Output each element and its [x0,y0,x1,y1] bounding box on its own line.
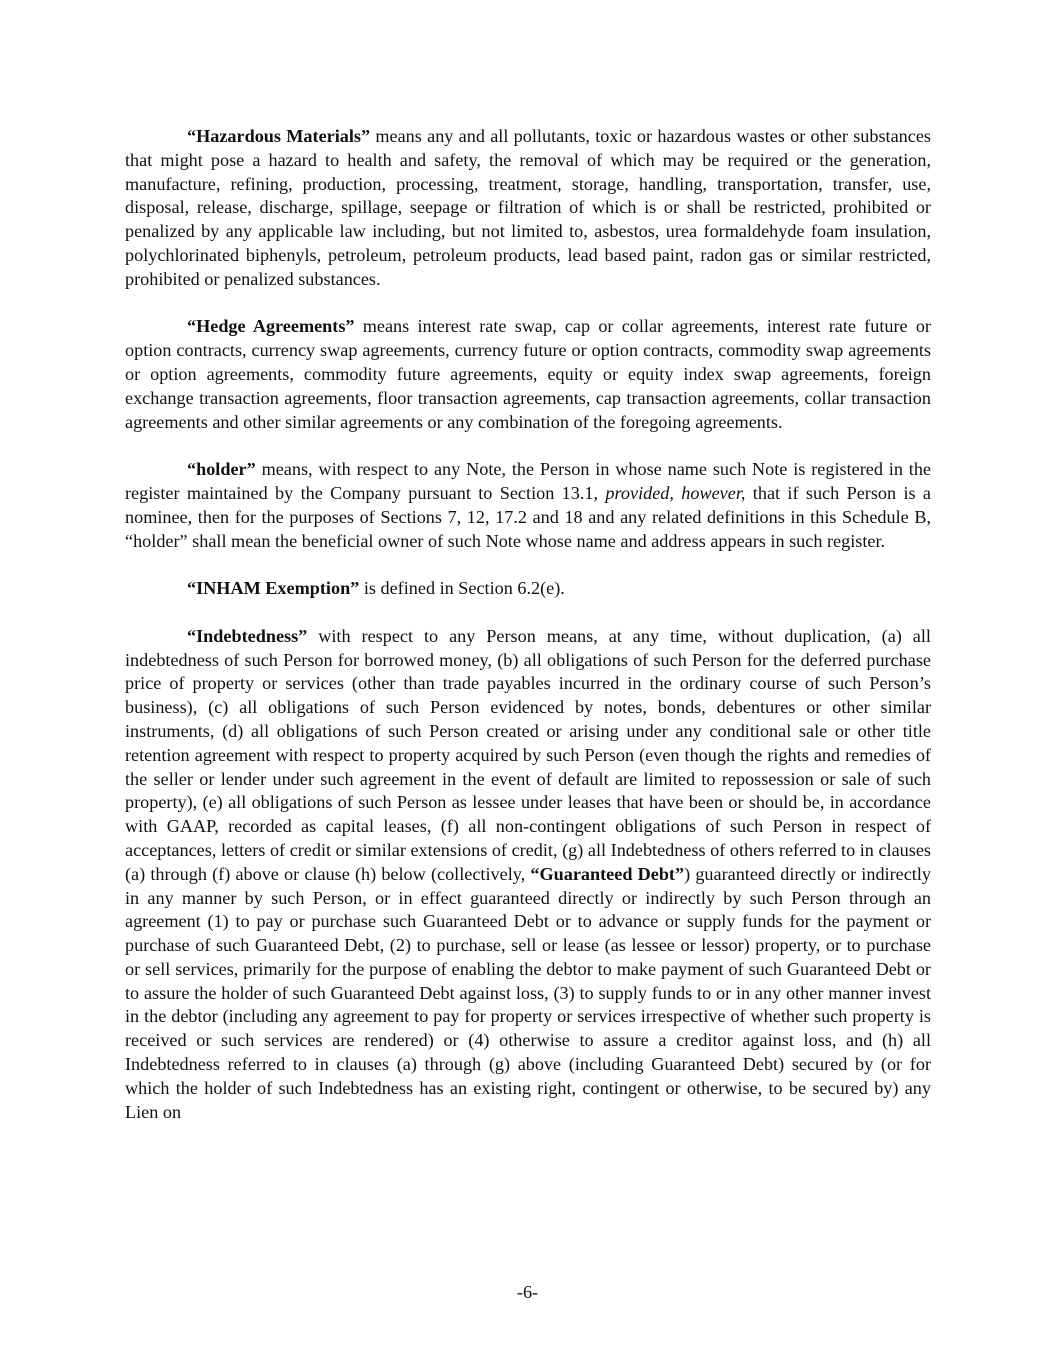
defined-term: “Hazardous Materials” [187,126,371,146]
definition-text: means, with respect to any Note, the Person in whose name such Note is registered in the register maintained by the Company pursuant to Section 13.1, [125,459,931,503]
definition-text-continued: that if such Person is a nominee, then for the purposes of Sections 7, 12, 17.2 and 18 and any related definitions in this Schedule B, “holder” shall mean the beneficial owner of such Note whose name and address appears in such register. [125,482,932,551]
page-number: -6- [516,1282,539,1302]
defined-term: “holder” [187,459,256,480]
defined-term: “INHAM Exemption” [187,578,360,599]
definition-holder [125,458,931,553]
definition-text: is defined in Section 6.2(e). [359,578,565,599]
definition-indebtedness [125,625,931,1125]
defined-term: “Hedge Agreements” [187,316,355,337]
document-page [125,125,931,1148]
definition-hazardous-materials [125,125,931,292]
defined-term: “Indebtedness” [187,625,308,646]
definition-hedge-agreements [125,315,931,434]
proviso-text: provided, however, [605,482,746,503]
definition-text: means any and all pollutants, toxic or hazardous wastes or other substances that might pose a hazard to health and safety, the removal of which may be required or the generation, manufacture, refining, production, processing, treatment, storage, handling, transportation, transfer, use, disposal, release, discharge, spillage, seepage or filtration of which is or shall be restricted, prohibited or penalized by any applicable law including, but not limited to, asbestos, urea formaldehyde foam insulation, polychlorinated biphenyls, petroleum, petroleum products, lead based paint, radon gas or similar restricted, prohibited or penalized substances. [125,126,931,289]
definition-text: means interest rate swap, cap or collar agreements, interest rate future or option contracts, currency swap agreements, currency future or option contracts, commodity swap agreements or option agreements, commodity future agreements, equity or equity index swap agreements, foreign exchange transaction agreements, floor transaction agreements, cap transaction agreements, collar transaction agreements and other similar agreements or any combination of the foregoing agreements. [125,316,931,432]
inline-defined-term: “Guaranteed Debt” [530,863,685,884]
definition-text: with respect to any Person means, at any time, without duplication, (a) all indebtedness of such Person for borrowed money, (b) all obligations of such Person for the deferred purchase price of property or services (other than trade payables incurred in the ordinary course of such Person’s business), (c) all obligations of such Person evidenced by notes, bonds, debentures or other similar instruments, (d) all obligations of such Person created or arising under any conditional sale or other title retention agreement with respect to property acquired by such Person (even though the rights and remedies of the seller or lender under such agreement in the event of default are limited to repossession or sale of such property), (e) all obligations of such Person as lessee under leases that have been or should be, in accordance with GAAP, recorded as capital leases, (f) all non-contingent obligations of such Person in respect of acceptances, letters of credit or similar extensions of credit, (g) all Indebtedness of others referred to in clauses (a) through (f) above or clause (h) below (collectively, [125,625,931,884]
definition-inham-exemption [125,577,931,601]
definition-text-continued: ) guaranteed directly or indirectly in any manner by such Person, or in effect guaranteed directly or indirectly by such Person through an agreement (1) to pay or purchase such Guaranteed Debt or to advance or supply funds for the payment or purchase of such Guaranteed Debt, (2) to purchase, sell or lease (as lessee or lessor) property, or to purchase or sell services, primarily for the purpose of enabling the debtor to make payment of such Guaranteed Debt or to assure the holder of such Guaranteed Debt against loss, (3) to supply funds to or in any other manner invest in the debtor (including any agreement to pay for property or services irrespective of whether such property is received or such services are rendered) or (4) otherwise to assure a creditor against loss, and (h) all Indebtedness referred to in clauses (a) through (g) above (including Guaranteed Debt) secured by (or for which the holder of such Indebtedness has an existing right, contingent or otherwise, to be secured by) any Lien on [125,863,931,1122]
